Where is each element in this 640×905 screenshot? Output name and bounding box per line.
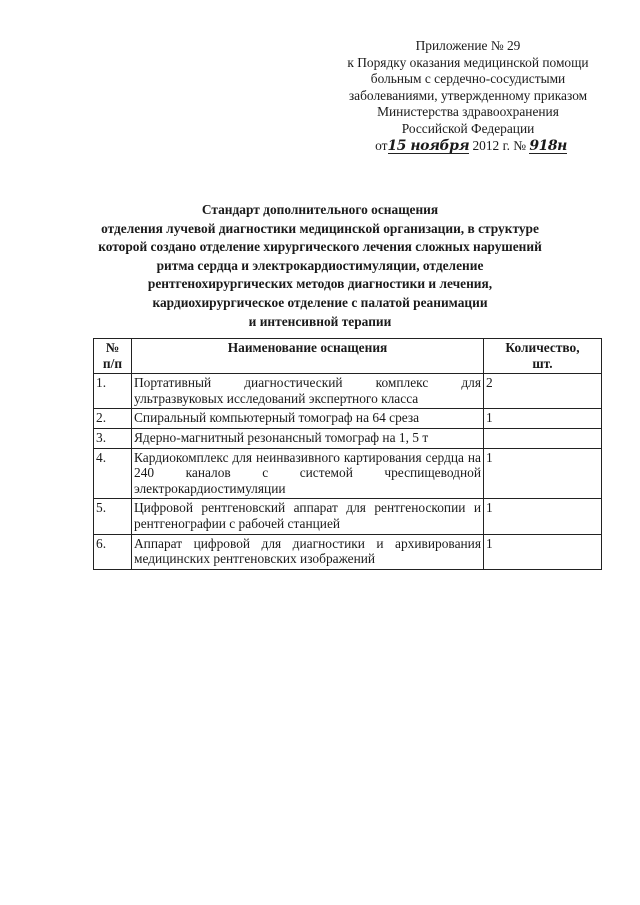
row-number: 1. xyxy=(94,374,132,409)
row-quantity: 1 xyxy=(484,409,602,429)
appendix-line-country: Российской Федерации xyxy=(401,120,535,136)
order-number-handwritten: 918н xyxy=(529,137,567,154)
row-equipment-name: Спиральный компьютерный томограф на 64 среза xyxy=(132,409,484,429)
row-equipment-name: Портативный диагностический комплекс для ультразвуковых исследований экспертного класса xyxy=(132,374,484,409)
row-equipment-name: Цифровой рентгеновский аппарат для рентгеноскопии и рентгенографии с рабочей станцией xyxy=(132,499,484,534)
row-equipment-name: Кардиокомплекс для неинвазивного картирования сердца на 240 каналов с системой чреспищеводной электрокардиостимуляции xyxy=(132,448,484,499)
title-line-3: которой создано отделение хирургического лечения сложных нарушений xyxy=(98,239,542,255)
row-number: 3. xyxy=(94,428,132,448)
table-row xyxy=(94,534,602,569)
row-number: 4. xyxy=(94,448,132,499)
row-quantity: 2 xyxy=(484,374,602,409)
table-row xyxy=(94,448,602,499)
title-line-7: и интенсивной терапии xyxy=(248,313,392,329)
header-quantity-line2: шт. xyxy=(532,355,553,371)
row-quantity xyxy=(484,428,602,448)
row-equipment-name: Аппарат цифровой для диагностики и архивирования медицинских рентгеновских изображений xyxy=(132,534,484,569)
appendix-line-ministry: Министерства здравоохранения xyxy=(377,104,559,120)
appendix-header xyxy=(318,38,618,154)
row-quantity: 1 xyxy=(484,534,602,569)
header-quantity-line1: Количество, xyxy=(505,340,580,355)
row-quantity: 1 xyxy=(484,448,602,499)
row-number: 6. xyxy=(94,534,132,569)
order-year: 2012 г. № xyxy=(472,137,527,153)
order-date-line xyxy=(324,138,618,155)
appendix-line-patients: больным с сердечно-сосудистыми xyxy=(370,71,566,87)
order-prefix: от xyxy=(375,137,388,153)
header-name: Наименование оснащения xyxy=(132,339,484,374)
header-number-line1: № xyxy=(105,340,120,355)
row-quantity: 1 xyxy=(484,499,602,534)
header-number-line2: п/п xyxy=(102,355,123,371)
appendix-line-approved: заболеваниями, утвержденному приказом xyxy=(348,87,588,103)
appendix-line-order-ref: к Порядку оказания медицинской помощи xyxy=(347,54,589,70)
title-line-5: рентгенохирургических методов диагностики и лечения, xyxy=(147,276,493,292)
row-equipment-name: Ядерно-магнитный резонансный томограф на 1, 5 т xyxy=(132,428,484,448)
table-row xyxy=(94,428,602,448)
row-number: 2. xyxy=(94,409,132,429)
title-line-6: кардиохирургическое отделение с палатой реанимации xyxy=(152,294,488,310)
table-row xyxy=(94,409,602,429)
table-row xyxy=(94,499,602,534)
order-date-handwritten: 15 ноября xyxy=(387,137,470,154)
header-number xyxy=(94,339,132,374)
title-line-4: ритма сердца и электрокардиостимуляции, отделение xyxy=(156,257,484,273)
table-row xyxy=(94,374,602,409)
row-number: 5. xyxy=(94,499,132,534)
table-header-row xyxy=(94,339,602,374)
document-title xyxy=(88,201,552,331)
title-line-1: Стандарт дополнительного оснащения xyxy=(201,202,439,217)
title-line-2: отделения лучевой диагностики медицинской организации, в структуре xyxy=(101,220,539,236)
appendix-number: Приложение № 29 xyxy=(415,38,521,53)
header-quantity xyxy=(484,339,602,374)
equipment-table xyxy=(93,338,602,570)
